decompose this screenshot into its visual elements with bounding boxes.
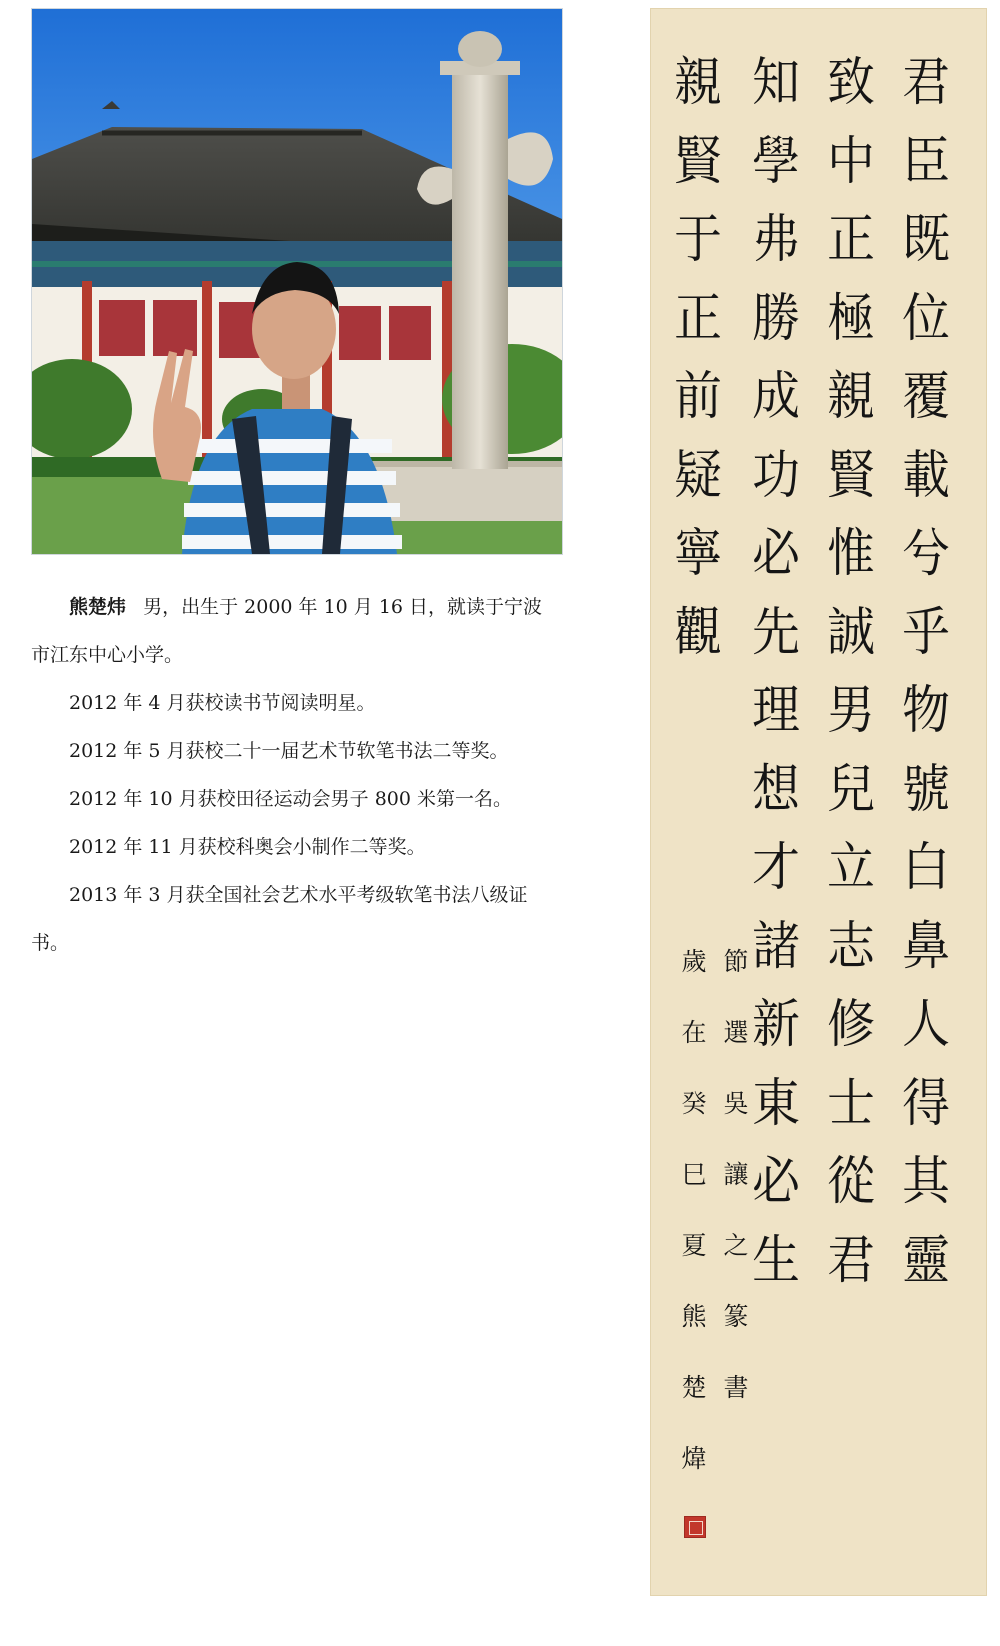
- calligraphy-character: 男: [827, 681, 875, 741]
- artist-seal: [684, 1516, 706, 1538]
- calligraphy-character: 必: [752, 524, 800, 584]
- calligraphy-character: 賢: [674, 131, 722, 192]
- calligraphy-character: 中: [827, 131, 875, 192]
- calligraphy-character: 誠: [827, 602, 875, 663]
- award-item: 2012 年 10 月获校田径运动会男子 800 米第一名。: [69, 788, 512, 810]
- calligraphy-character: 親: [827, 367, 875, 427]
- calligraphy-column-4: [662, 44, 734, 672]
- calligraphy-character: 親: [674, 53, 722, 113]
- calligraphy-character: 惟: [827, 524, 875, 584]
- calligraphy-character: 讓: [723, 1160, 749, 1189]
- calligraphy-character: 煒: [681, 1444, 707, 1473]
- calligraphy-character: 生: [752, 1230, 800, 1291]
- calligraphy-character: 書: [723, 1373, 749, 1402]
- calligraphy-character: 夏: [681, 1231, 707, 1260]
- calligraphy-character: 鼻: [902, 916, 950, 977]
- calligraphy-character: 極: [827, 288, 875, 349]
- calligraphy-character: 位: [902, 288, 950, 349]
- student-photo: [31, 8, 563, 555]
- calligraphy-character: 新: [752, 995, 800, 1055]
- award-item: 2012 年 4 月获校读书节阅读明星。: [69, 692, 376, 714]
- calligraphy-column-1: [890, 44, 962, 1300]
- award-item: 2012 年 5 月获校二十一届艺术节软笔书法二等奖。: [69, 740, 509, 762]
- calligraphy-character: 正: [827, 210, 875, 270]
- calligraphy-character: 成: [752, 367, 800, 427]
- calligraphy-character: 先: [752, 602, 800, 663]
- calligraphy-character: 楚: [681, 1373, 707, 1402]
- bio-intro-text: 男，出生于 2000 年 10 月 16 日，就读于宁波市江东中心小学。: [31, 596, 543, 666]
- calligraphy-character: 知: [752, 53, 800, 113]
- calligraphy-character: 前: [674, 367, 722, 427]
- calligraphy-character: 得: [902, 1073, 950, 1134]
- inscription-column-2: [677, 926, 711, 1494]
- calligraphy-character: 賢: [827, 445, 875, 506]
- calligraphy-character: 修: [827, 995, 875, 1055]
- calligraphy-character: 功: [752, 445, 800, 506]
- student-name: 熊楚炜: [69, 596, 127, 618]
- calligraphy-character: 載: [902, 445, 950, 506]
- calligraphy-character: 節: [723, 947, 749, 976]
- calligraphy-character: 靈: [902, 1230, 950, 1291]
- calligraphy-character: 巳: [681, 1160, 707, 1189]
- inscription-column-1: [719, 926, 753, 1423]
- calligraphy-character: 癸: [681, 1089, 707, 1118]
- calligraphy-character: 弗: [752, 210, 800, 270]
- calligraphy-character: 必: [752, 1152, 800, 1212]
- calligraphy-character: 君: [827, 1230, 875, 1291]
- calligraphy-character: 觀: [674, 602, 722, 663]
- calligraphy-character: 東: [752, 1073, 800, 1134]
- calligraphy-scroll: [650, 8, 987, 1596]
- calligraphy-character: 才: [752, 838, 800, 898]
- calligraphy-character: 志: [827, 916, 875, 977]
- calligraphy-character: 熊: [681, 1302, 707, 1331]
- calligraphy-character: 于: [674, 210, 722, 270]
- calligraphy-character: 吳: [723, 1089, 749, 1118]
- calligraphy-character: 其: [902, 1152, 950, 1212]
- calligraphy-character: 從: [827, 1152, 875, 1212]
- calligraphy-character: 寧: [674, 524, 722, 584]
- calligraphy-character: 在: [681, 1018, 707, 1047]
- calligraphy-character: 乎: [902, 602, 950, 663]
- calligraphy-character: 選: [723, 1018, 749, 1047]
- calligraphy-character: 想: [752, 759, 800, 820]
- calligraphy-character: 兒: [827, 759, 875, 820]
- calligraphy-character: 覆: [902, 367, 950, 427]
- calligraphy-character: 白: [902, 838, 950, 898]
- calligraphy-character: 學: [752, 131, 800, 192]
- calligraphy-character: 疑: [674, 445, 722, 506]
- calligraphy-character: 臣: [902, 131, 950, 192]
- calligraphy-column-2: [815, 44, 887, 1300]
- calligraphy-character: 篆: [723, 1302, 749, 1331]
- calligraphy-character: 正: [674, 288, 722, 349]
- calligraphy-character: 物: [902, 681, 950, 741]
- calligraphy-character: 理: [752, 681, 800, 741]
- student-biography: [31, 583, 561, 967]
- calligraphy-character: 士: [827, 1073, 875, 1134]
- calligraphy-character: 君: [902, 53, 950, 113]
- calligraphy-character: 立: [827, 838, 875, 898]
- calligraphy-character: 號: [902, 759, 950, 820]
- award-item: 2012 年 11 月获校科奥会小制作二等奖。: [69, 836, 426, 858]
- calligraphy-character: 歲: [681, 947, 707, 976]
- calligraphy-character: 致: [827, 53, 875, 113]
- award-item: 2013 年 3 月获全国社会艺术水平考级软笔书法八级证书。: [31, 884, 528, 954]
- bio-intro-paragraph: [31, 583, 561, 679]
- calligraphy-character: 兮: [902, 524, 950, 584]
- calligraphy-character: 勝: [752, 288, 800, 349]
- calligraphy-character: 人: [902, 995, 950, 1055]
- calligraphy-character: 之: [723, 1231, 749, 1260]
- calligraphy-character: 既: [902, 210, 950, 270]
- calligraphy-character: 諸: [752, 916, 800, 977]
